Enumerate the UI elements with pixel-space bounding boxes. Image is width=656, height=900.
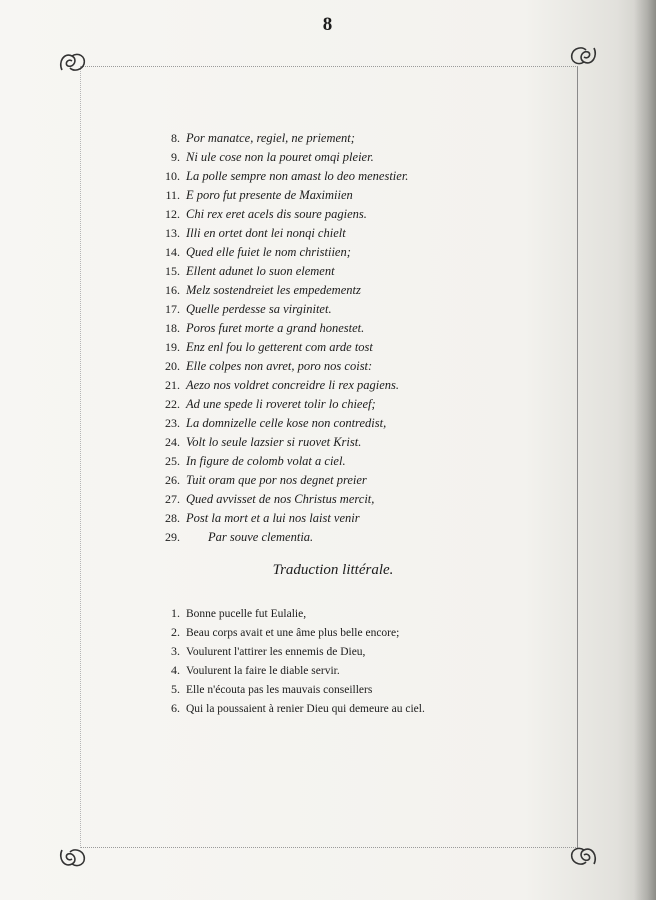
- verse-text: Por manatce, regiel, ne priement;: [186, 131, 355, 145]
- translation-number: 5.: [171, 682, 180, 696]
- verse-line: [140, 509, 560, 528]
- verse-number: 23.: [165, 416, 180, 430]
- verse-line: [140, 376, 560, 395]
- verse-number: 29.: [165, 530, 180, 544]
- verse-line: [140, 490, 560, 509]
- page-edge-shadow: [634, 0, 656, 900]
- corner-ornament-bottom-right-icon: [566, 842, 600, 872]
- verse-line: [140, 357, 560, 376]
- translation-text: Beau corps avait et une âme plus belle encore;: [186, 627, 400, 639]
- verse-line: [140, 395, 560, 414]
- verse-text: Ad une spede li roveret tolir lo chieef;: [186, 397, 376, 411]
- verse-line: [140, 414, 560, 433]
- verse-line: [140, 300, 560, 319]
- translation-number: 6.: [171, 701, 180, 715]
- verse-number: 28.: [165, 511, 180, 525]
- verse-text: Ni ule cose non la pouret omqi pleier.: [186, 150, 374, 164]
- translation-line: [140, 699, 560, 718]
- translation-number: 2.: [171, 625, 180, 639]
- verse-text: Illi en ortet dont lei nonqi chielt: [186, 226, 346, 240]
- verse-line: [140, 471, 560, 490]
- verse-number: 14.: [165, 245, 180, 259]
- verse-number: 21.: [165, 378, 180, 392]
- corner-ornament-bottom-left-icon: [56, 842, 90, 872]
- translation-line: [140, 623, 560, 642]
- verse-text: Par souve clementia.: [208, 530, 314, 544]
- verse-number: 17.: [165, 302, 180, 316]
- verse-text: Volt lo seule lazsier si ruovet Krist.: [186, 435, 362, 449]
- verse-line: [140, 338, 560, 357]
- verse-line: [140, 167, 560, 186]
- verse-number: 10.: [165, 169, 180, 183]
- verse-number: 12.: [165, 207, 180, 221]
- verse-line: [140, 224, 560, 243]
- translation-text: Qui la poussaient à renier Dieu qui demeure au ciel.: [186, 703, 425, 715]
- corner-ornament-top-left-icon: [56, 48, 90, 78]
- verse-line: [140, 243, 560, 262]
- verse-number: 15.: [165, 264, 180, 278]
- verse-number: 16.: [165, 283, 180, 297]
- verse-text: Enz enl fou lo getterent com arde tost: [186, 340, 373, 354]
- verse-line: [140, 433, 560, 452]
- verse-text: La domnizelle celle kose non contredist,: [186, 416, 387, 430]
- verse-text: Qued avvisset de nos Christus mercit,: [186, 492, 375, 506]
- translation-number: 1.: [171, 606, 180, 620]
- verse-text: E poro fut presente de Maximiien: [186, 188, 353, 202]
- verse-number: 24.: [165, 435, 180, 449]
- verse-line: [140, 452, 560, 471]
- verse-number: 25.: [165, 454, 180, 468]
- verse-number: 26.: [165, 473, 180, 487]
- verse-number: 20.: [165, 359, 180, 373]
- corner-ornament-top-right-icon: [566, 40, 600, 70]
- verse-number: 11.: [165, 188, 180, 202]
- verse-text: Quelle perdesse sa virginitet.: [186, 302, 332, 316]
- translation-number: 4.: [171, 663, 180, 677]
- verse-line: [140, 319, 560, 338]
- verse-text: Chi rex eret acels dis soure pagiens.: [186, 207, 367, 221]
- verse-text: Ellent adunet lo suon element: [186, 264, 335, 278]
- translation-text: Voulurent la faire le diable servir.: [186, 665, 340, 677]
- verse-line: [140, 281, 560, 300]
- verse-number: 18.: [165, 321, 180, 335]
- translation-line: [140, 604, 560, 623]
- verse-number: 9.: [171, 150, 180, 164]
- verse-line: [140, 148, 560, 167]
- verse-text: Poros furet morte a grand honestet.: [186, 321, 365, 335]
- verse-line: [140, 186, 560, 205]
- verse-line: [140, 528, 560, 547]
- verse-number: 8.: [171, 131, 180, 145]
- translation-text: Elle n'écouta pas les mauvais conseillers: [186, 684, 373, 696]
- translation-line: [140, 642, 560, 661]
- verse-list: [140, 129, 560, 547]
- translation-line: [140, 661, 560, 680]
- verse-line: [140, 205, 560, 224]
- translation-text: Voulurent l'attirer les ennemis de Dieu,: [186, 646, 366, 658]
- translation-number: 3.: [171, 644, 180, 658]
- verse-line: [140, 129, 560, 148]
- verse-number: 22.: [165, 397, 180, 411]
- verse-text: Elle colpes non avret, poro nos coist:: [186, 359, 373, 373]
- verse-text: Aezo nos voldret concreidre li rex pagiens.: [186, 378, 400, 392]
- verse-text: In figure de colomb volat a ciel.: [186, 454, 346, 468]
- verse-line: [140, 262, 560, 281]
- translation-title: Traduction littérale.: [272, 562, 394, 578]
- verse-text: Tuit oram que por nos degnet preier: [186, 473, 367, 487]
- verse-number: 27.: [165, 492, 180, 506]
- verse-text: La polle sempre non amast lo deo menestier.: [186, 169, 409, 183]
- translation-line: [140, 680, 560, 699]
- verse-text: Qued elle fuiet le nom christiien;: [186, 245, 351, 259]
- translation-list: [140, 604, 560, 718]
- verse-text: Post la mort et a lui nos laist venir: [186, 511, 360, 525]
- verse-number: 19.: [165, 340, 180, 354]
- verse-number: 13.: [165, 226, 180, 240]
- page-number: 8: [322, 14, 334, 35]
- translation-text: Bonne pucelle fut Eulalie,: [186, 608, 307, 620]
- verse-text: Melz sostendreiet les empedementz: [186, 283, 361, 297]
